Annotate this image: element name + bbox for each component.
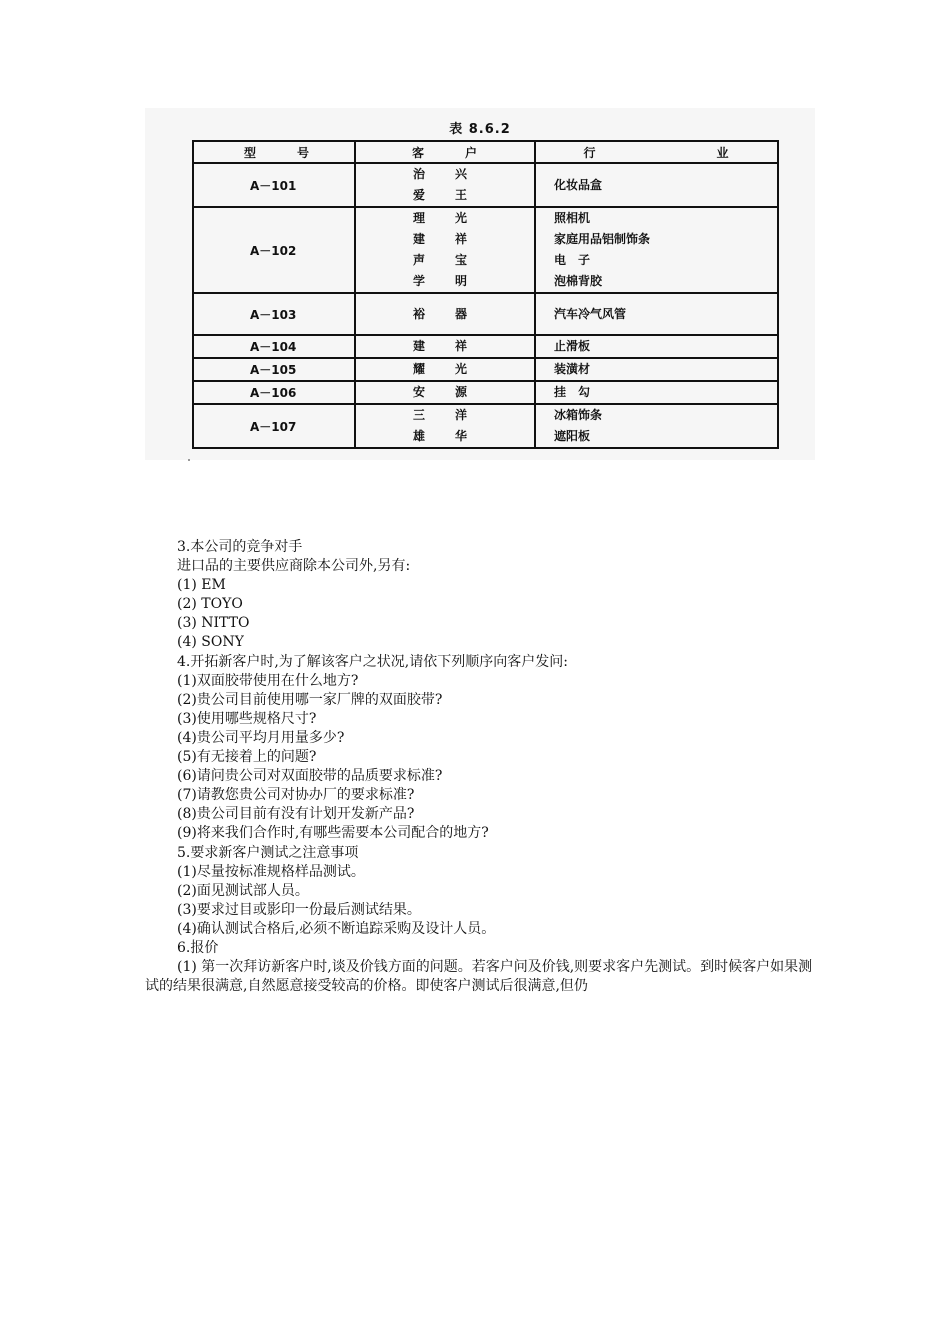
table-header-row [193, 141, 778, 163]
list-item: (3) NITTO [177, 615, 250, 632]
document-body [145, 538, 825, 996]
section-6-paragraph: (1) 第一次拜访新客户时,谈及价钱方面的问题。若客户问及价钱,则要求客户先测试。到时候客户如果测试的结果很满意,自然愿意接受较高的价格。即使客户测试后很满意,但仍 [145, 959, 813, 995]
model-cell: A－102 [193, 207, 355, 293]
customer-cell: 三洋 雄华 [355, 404, 535, 448]
model-cell: A－104 [193, 335, 355, 358]
list-item: (4)贵公司平均月用量多少? [177, 729, 345, 746]
industry-cell: 装潢材 [535, 358, 778, 381]
list-item: (8)贵公司目前有没有计划开发新产品? [177, 806, 415, 823]
list-item: (2) TOYO [177, 596, 243, 613]
section-5-title: 5.要求新客户测试之注意事项 [177, 844, 359, 861]
list-item: (1)尽量按标准规格样品测试。 [177, 863, 365, 880]
table-row [193, 404, 778, 448]
customer-cell: 裕器 [355, 293, 535, 335]
list-item: (2)贵公司目前使用哪一家厂牌的双面胶带? [177, 691, 443, 708]
industry-cell: 化妆品盒 [535, 163, 778, 207]
industry-cell: 挂 勾 [535, 381, 778, 404]
header-industry: 行 业 [535, 141, 778, 163]
scan-speck [188, 459, 190, 461]
model-cell: A－101 [193, 163, 355, 207]
list-item: (7)请教您贵公司对协办厂的要求标准? [177, 787, 415, 804]
section-3-title: 3.本公司的竞争对手 [177, 539, 303, 555]
table-scan-image [145, 108, 815, 460]
customer-cell: 安源 [355, 381, 535, 404]
list-item: (3)要求过目或影印一份最后测试结果。 [177, 901, 421, 918]
table-row [193, 293, 778, 335]
section-6-title: 6.报价 [177, 939, 219, 956]
section-3-intro: 进口品的主要供应商除本公司外,另有: [177, 558, 411, 575]
model-cell: A－107 [193, 404, 355, 448]
header-model: 型 号 [193, 141, 355, 163]
list-item: (2)面见测试部人员。 [177, 882, 309, 899]
header-customer: 客 户 [355, 141, 535, 163]
list-item: (4) SONY [177, 634, 244, 651]
customer-cell: 建祥 [355, 335, 535, 358]
customer-industry-table [192, 140, 779, 449]
list-item: (1)双面胶带使用在什么地方? [177, 672, 359, 689]
list-item: (3)使用哪些规格尺寸? [177, 710, 317, 727]
customer-cell: 理光 建祥 声宝 学明 [355, 207, 535, 293]
model-cell: A－103 [193, 293, 355, 335]
customer-cell: 耀光 [355, 358, 535, 381]
table-caption: 表 8.6.2 [449, 122, 511, 137]
list-item: (1) EM [177, 577, 226, 594]
industry-cell: 止滑板 [535, 335, 778, 358]
table-row [193, 335, 778, 358]
model-cell: A－106 [193, 381, 355, 404]
industry-cell: 汽车冷气风管 [535, 293, 778, 335]
model-cell: A－105 [193, 358, 355, 381]
table-row [193, 207, 778, 293]
list-item: (6)请问贵公司对双面胶带的品质要求标准? [177, 768, 443, 785]
table-row [193, 358, 778, 381]
table-row [193, 163, 778, 207]
industry-cell: 照相机 家庭用品铝制饰条 电 子 泡棉背胶 [535, 207, 778, 293]
list-item: (4)确认测试合格后,必须不断追踪采购及设计人员。 [177, 920, 496, 937]
table-row [193, 381, 778, 404]
industry-cell: 冰箱饰条 遮阳板 [535, 404, 778, 448]
list-item: (9)将来我们合作时,有哪些需要本公司配合的地方? [177, 825, 489, 842]
customer-cell: 治兴 爱王 [355, 163, 535, 207]
list-item: (5)有无接着上的问题? [177, 749, 317, 766]
section-4-title: 4.开拓新客户时,为了解该客户之状况,请依下列顺序向客户发问: [177, 653, 568, 670]
